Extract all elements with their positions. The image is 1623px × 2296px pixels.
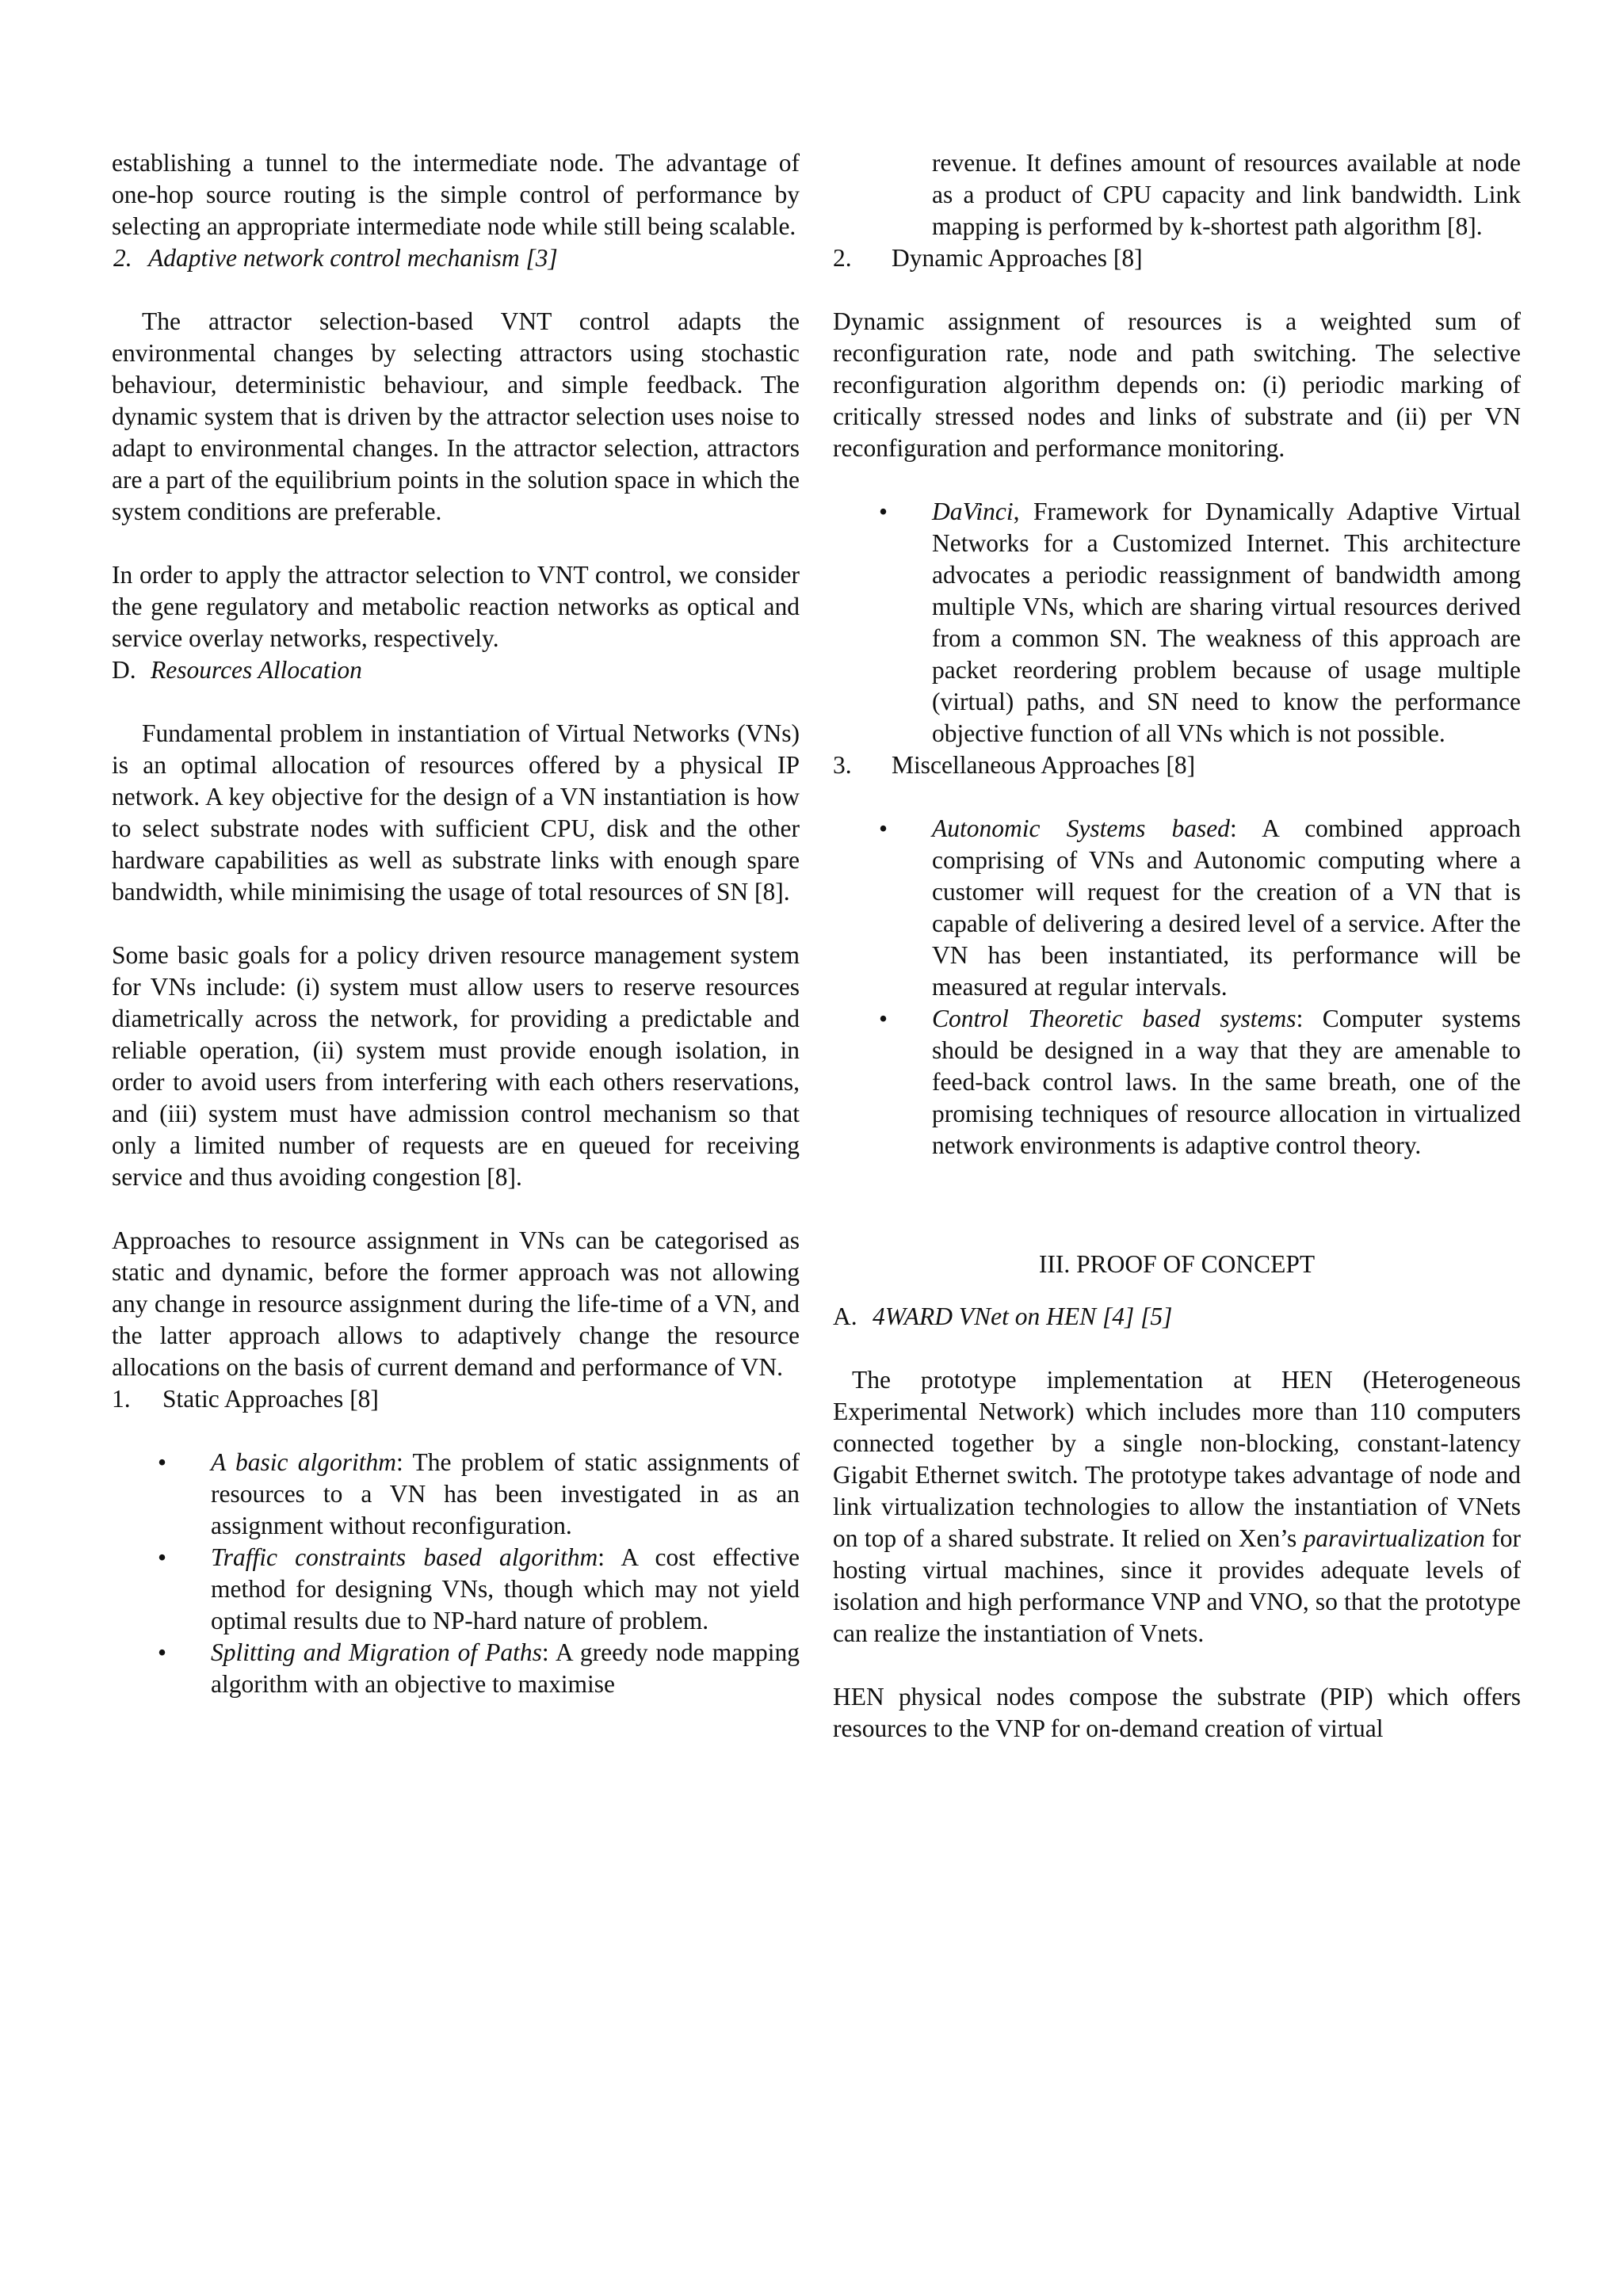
subheading-number: A. [833,1302,857,1330]
paragraph-prototype [833,1364,1521,1650]
subheading-4ward [833,1301,1521,1333]
subheading-text: Dynamic Approaches [8] [892,244,1143,272]
subheading-text: Miscellaneous Approaches [8] [892,751,1196,779]
list-item-title: Autonomic Systems based [932,814,1230,842]
static-approaches-list [112,1447,800,1700]
paragraph-dynamic: Dynamic assignment of resources is a weighted sum of reconfiguration rate, node and path switching. The selective reconfiguration algorithm depends on: (i) periodic marking of critically stressed nodes and links of substrate and (ii) per VN reconfiguration and performance monitoring. [833,307,1521,462]
paragraph-resources-1: Fundamental problem in instantiation of Virtual Networks (VNs) is an optimal allocation of resources offered by a physical IP network. A key objective for the design of a VN instantiation is how to select substrate nodes with sufficient CPU, disk and the other hardware capabilities as well as substrate links with enough spare bandwidth, while minimising the usage of total resources of SN [8]. [112,719,800,906]
subheading-number: D. [112,656,136,684]
paragraph-intro: establishing a tunnel to the intermediate node. The advantage of one-hop source routing is the simple control of performance by selecting an appropriate intermediate node while still being scalable. [112,149,800,240]
list-item [112,1447,800,1542]
paragraph-emphasis: paravirtualization [1303,1524,1485,1552]
subheading-resources [112,654,800,686]
list-item [112,1637,800,1700]
subheading-number: 2. [833,244,852,272]
bullet-icon: • [158,1543,167,1571]
left-column [112,147,800,1700]
bullet-icon: • [158,1448,167,1476]
list-item-title: Traffic constraints based algorithm [211,1543,598,1571]
paragraph-resources-2: Some basic goals for a policy driven resource management system for VNs include: (i) system must allow users to reserve resources diametrically across the network, for providing a predictable and reliable operation, (ii) system must provide enough isolation, in order to avoid users from interfering with each others reservations, and (iii) system must have admission control mechanism so that only a limited number of requests are en queued for receiving service and thus avoiding congestion [8]. [112,941,800,1191]
right-column [833,147,1521,1745]
list-item-text: : The problem of static assignments of resources to a VN has been investigated in as an assignment without reconfiguration. [211,1448,800,1539]
subheading-number: 2. [113,244,132,272]
list-item-text: : A greedy node mapping algorithm with an objective to maximise [211,1638,800,1698]
list-item-title: DaVinci [932,498,1014,525]
bullet-icon: • [158,1638,167,1666]
list-item [112,1542,800,1637]
misc-approaches-list [833,813,1521,1161]
subheading-text: Adaptive network control mechanism [3] [148,244,558,272]
list-item-text: : A combined approach comprising of VNs and Autonomic computing where a customer will request for the creation of a VN that is capable of delivering a desired level of a service. After the VN has been instantiated, its performance will be measured at regular intervals. [932,814,1521,1001]
subheading-dynamic [833,242,1521,274]
subheading-number: 1. [112,1385,131,1413]
bullet-icon: • [879,1005,888,1032]
subheading-text: Resources Allocation [151,656,362,684]
list-item-text: , Framework for Dynamically Adaptive Virtual Networks for a Customized Internet. This architecture advocates a periodic reassignment of bandwidth among multiple VNs, which are sharing virtual resources derived from a common SN. The weakness of this approach are packet reordering problem because of usage multiple (virtual) paths, and SN need to know the performance objective function of all VNs which is not possible. [932,498,1521,747]
paragraph-attractor-1: The attractor selection-based VNT control adapts the environmental changes by selecting attractors using stochastic behaviour, deterministic behaviour, and simple feedback. The dynamic system that is driven by the attractor selection uses noise to adapt to environmental changes. In the attractor selection, attractors are a part of the equilibrium points in the solution space in which the system conditions are preferable. [112,307,800,525]
subheading-misc [833,749,1521,781]
paragraph-continuation: revenue. It defines amount of resources available at node as a product of CPU capacity and link bandwidth. Link mapping is performed by k-shortest path algorithm [8]. [932,149,1521,240]
dynamic-approaches-list [833,496,1521,749]
paragraph-text: The prototype implementation at HEN (Heterogeneous Experimental Network) which includes more than 110 computers connected together by a single non-blocking, constant-latency Gigabit Ethernet switch. The prototype takes advantage of node and link virtualization technologies to allow the instantiation of VNets on top of a shared substrate. It relied on Xen’s [833,1366,1521,1552]
list-item-title: A basic algorithm [211,1448,397,1476]
paragraph-attractor-2: In order to apply the attractor selection to VNT control, we consider the gene regulatory and metabolic reaction networks as optical and service overlay networks, respectively. [112,561,800,652]
list-item [833,496,1521,749]
paragraph-resources-3: Approaches to resource assignment in VNs can be categorised as static and dynamic, before the former approach was not allowing any change in resource assignment during the life-time of a VN, and the latter approach allows to adaptively change the resource allocations on the basis of current demand and performance of VN. [112,1226,800,1381]
list-item [833,1003,1521,1161]
list-item-text: : Computer systems should be designed in a way that they are amenable to feed-back control laws. In the same breath, one of the promising techniques of resource allocation in virtualized network environments is adaptive control theory. [932,1005,1522,1159]
list-item [833,813,1521,1003]
paragraph-text: for hosting virtual machines, since it provides adequate levels of isolation and high performance VNP and VNO, so that the prototype can realize the instantiation of Vnets. [833,1524,1522,1647]
subheading-number: 3. [833,751,852,779]
subheading-text: Static Approaches [8] [162,1385,379,1413]
subheading-adaptive [112,242,800,274]
section-title: III. PROOF OF CONCEPT [1038,1250,1316,1278]
paragraph-hen: HEN physical nodes compose the substrate (PIP) which offers resources to the VNP for on-demand creation of virtual [833,1683,1521,1742]
subheading-text: 4WARD VNet on HEN [4] [5] [873,1302,1173,1330]
list-item-title: Splitting and Migration of Paths [211,1638,542,1666]
list-item-title: Control Theoretic based systems [932,1005,1296,1032]
list-item-text: : A cost effective method for designing VNs, though which may not yield optimal results due to NP-hard nature of problem. [211,1543,800,1634]
subheading-static [112,1383,800,1415]
bullet-icon: • [879,498,888,525]
bullet-icon: • [879,814,888,842]
